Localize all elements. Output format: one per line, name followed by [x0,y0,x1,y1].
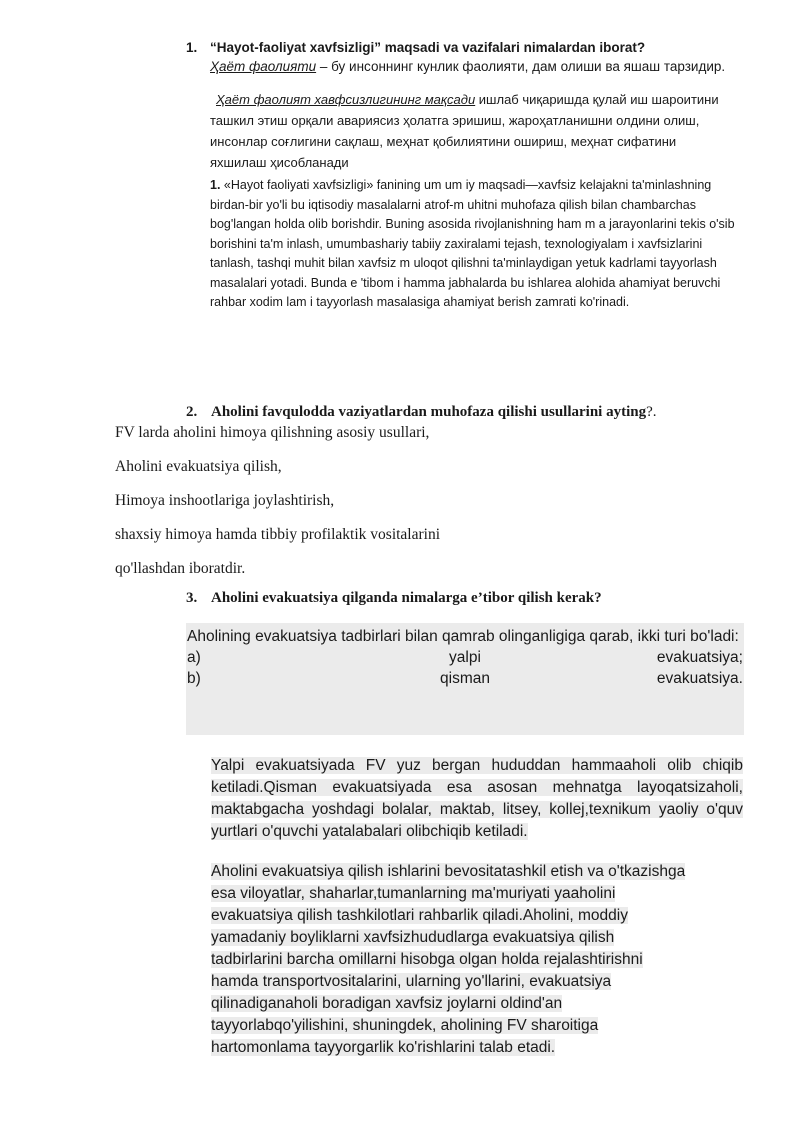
section1-definition [210,57,750,76]
section2-line: FV larda aholini himoya qilishning asosiy usullari, [115,424,430,441]
paragraph-line: hamda transportvositalarini, ularning yo'llarini, evakuatsiya [211,973,612,990]
paragraph-line: evakuatsiya qilish tashkilotlari rahbarlik qiladi.Aholini, moddiy [211,907,628,924]
paragraph-line: esa viloyatlar, shaharlar,tumanlarning ma'muriyati yaaholini [211,885,616,902]
evacuation-type-item [187,647,743,668]
section2-number: 2. [186,404,198,420]
section3-heading [186,588,746,608]
section2-line: shaxsiy himoya hamda tibbiy profilaktik vositalarini [115,526,441,543]
section1-purpose-number: 1. [210,178,221,192]
section2-heading [186,402,746,422]
evacuation-types-intro: Aholining evakuatsiya tadbirlari bilan qamrab olinganligiga qarab, ikki turi bo'ladi: [187,628,739,645]
section1-definition-text: – бу инсоннинг кунлик фаолияти, дам олиши ва яшаш тарзидир. [316,59,726,74]
section2-line: Aholini evakuatsiya qilish, [115,458,282,475]
section2-line: Himoya inshootlariga joylashtirish, [115,492,335,509]
section1-goal-paragraph [210,89,730,173]
paragraph-line: hartomonlama tayyorgarlik ko'rishlarini talab etadi. [211,1039,556,1056]
section2-title: Aholini favqulodda vaziyatlardan muhofaza qilishi usullarini ayting [211,404,647,420]
section1-goal-term: Ҳаёт фаолият хавфсизлигининг мақсади [216,92,476,107]
section3-number: 3. [186,590,198,606]
section1-purpose-text: «Hayot faoliyati xavfsizligi» fanining um um iy maqsadi—xavfsiz kelajakni ta'minlashning birdan-bir yo'li bu iqtisodiy masalalarni atrof-m uhitni muhofaza qilish bilan chambarchas bog'langan holda olib borishdir. Buning asosida rivojlanishning ham m a jarayonlarini tekis o'sib borishini ta'm inlash, umumbashariy tabiiy zaxiralami tejash, texnologiyalam i xavfsizlarini tanlash, tashqi muhit bilan xavfsiz m uloqot qilishni ta'minlaydigan yetuk kadrlami tayyorlash masalalari yotadi. Bunda e 'tibom i hamma jabhalarda bu ishlarea alohida ahamiyat beruvchi rahbar xodim lam i tayyorlash masalasiga ahamiyat berish zamrati ko'rinadi. [210,178,735,309]
evacuation-description-paragraph [211,755,743,843]
section1-goal-text: ишлаб чиқаришда қулай иш шароитини ташкил этиш орқали авариясиз ҳолатга эришиш, жароҳатланишни олдини олиш, инсонлар соғлигини сақлаш, меҳнат қобилиятини ошириш, меҳнат сифатини яхшилаш ҳисобланади [210,92,719,170]
paragraph-line: tayyorlabqo'yilishini, shuningdek, aholining FV sharoitiga [211,1017,599,1034]
section1-title: “Hayot-faoliyat xavfsizligi” maqsadi va vazifalari nimalardan iborat? [210,40,646,55]
item-marker: a) [187,649,201,666]
section1-number: 1. [186,40,198,55]
section2-answer [115,423,715,593]
section2-title-tail: ?. [646,404,657,420]
section3-title: Aholini evakuatsiya qilganda nimalarga e’tibor qilish kerak? [211,590,602,606]
section2-line: qo'llashdan iboratdir. [115,560,246,577]
section1-heading [186,38,746,57]
item-marker: b) [187,670,201,687]
paragraph-line: tadbirlarini barcha omillarni hisobga olgan holda rejalashtirishni [211,951,643,968]
evacuation-organization-paragraph [211,861,743,1059]
section1-definition-term: Ҳаёт фаолияти [210,59,317,74]
item-type: evakuatsiya. [656,670,743,687]
item-word: qisman [440,670,490,687]
paragraph-line: Aholini evakuatsiya qilish ishlarini bevositatashkil etish va o'tkazishga [211,863,686,880]
evacuation-types-text [187,626,743,689]
item-type: evakuatsiya; [656,649,743,666]
section1-purpose-paragraph [210,176,745,313]
evacuation-description-text: Yalpi evakuatsiyada FV yuz bergan hududdan hammaaholi olib chiqib ketiladi.Qisman evakuatsiyada esa asosan mehnatga layoqatsizaholi, maktabgacha yoshdagi bolalar, maktab, litsey, kollej,texnikum yaoliy o'quv yurtlari o'quvchi yatalabalari olibchiqib ketiladi. [211,757,743,840]
evacuation-type-item [187,668,743,689]
item-word: yalpi [449,649,481,666]
paragraph-line: qilinadiganaholi boradigan xavfsiz joylarni oldind'an [211,995,563,1012]
paragraph-line: yamadaniy boyliklarni xavfsizhududlarga evakuatsiya qilish [211,929,615,946]
